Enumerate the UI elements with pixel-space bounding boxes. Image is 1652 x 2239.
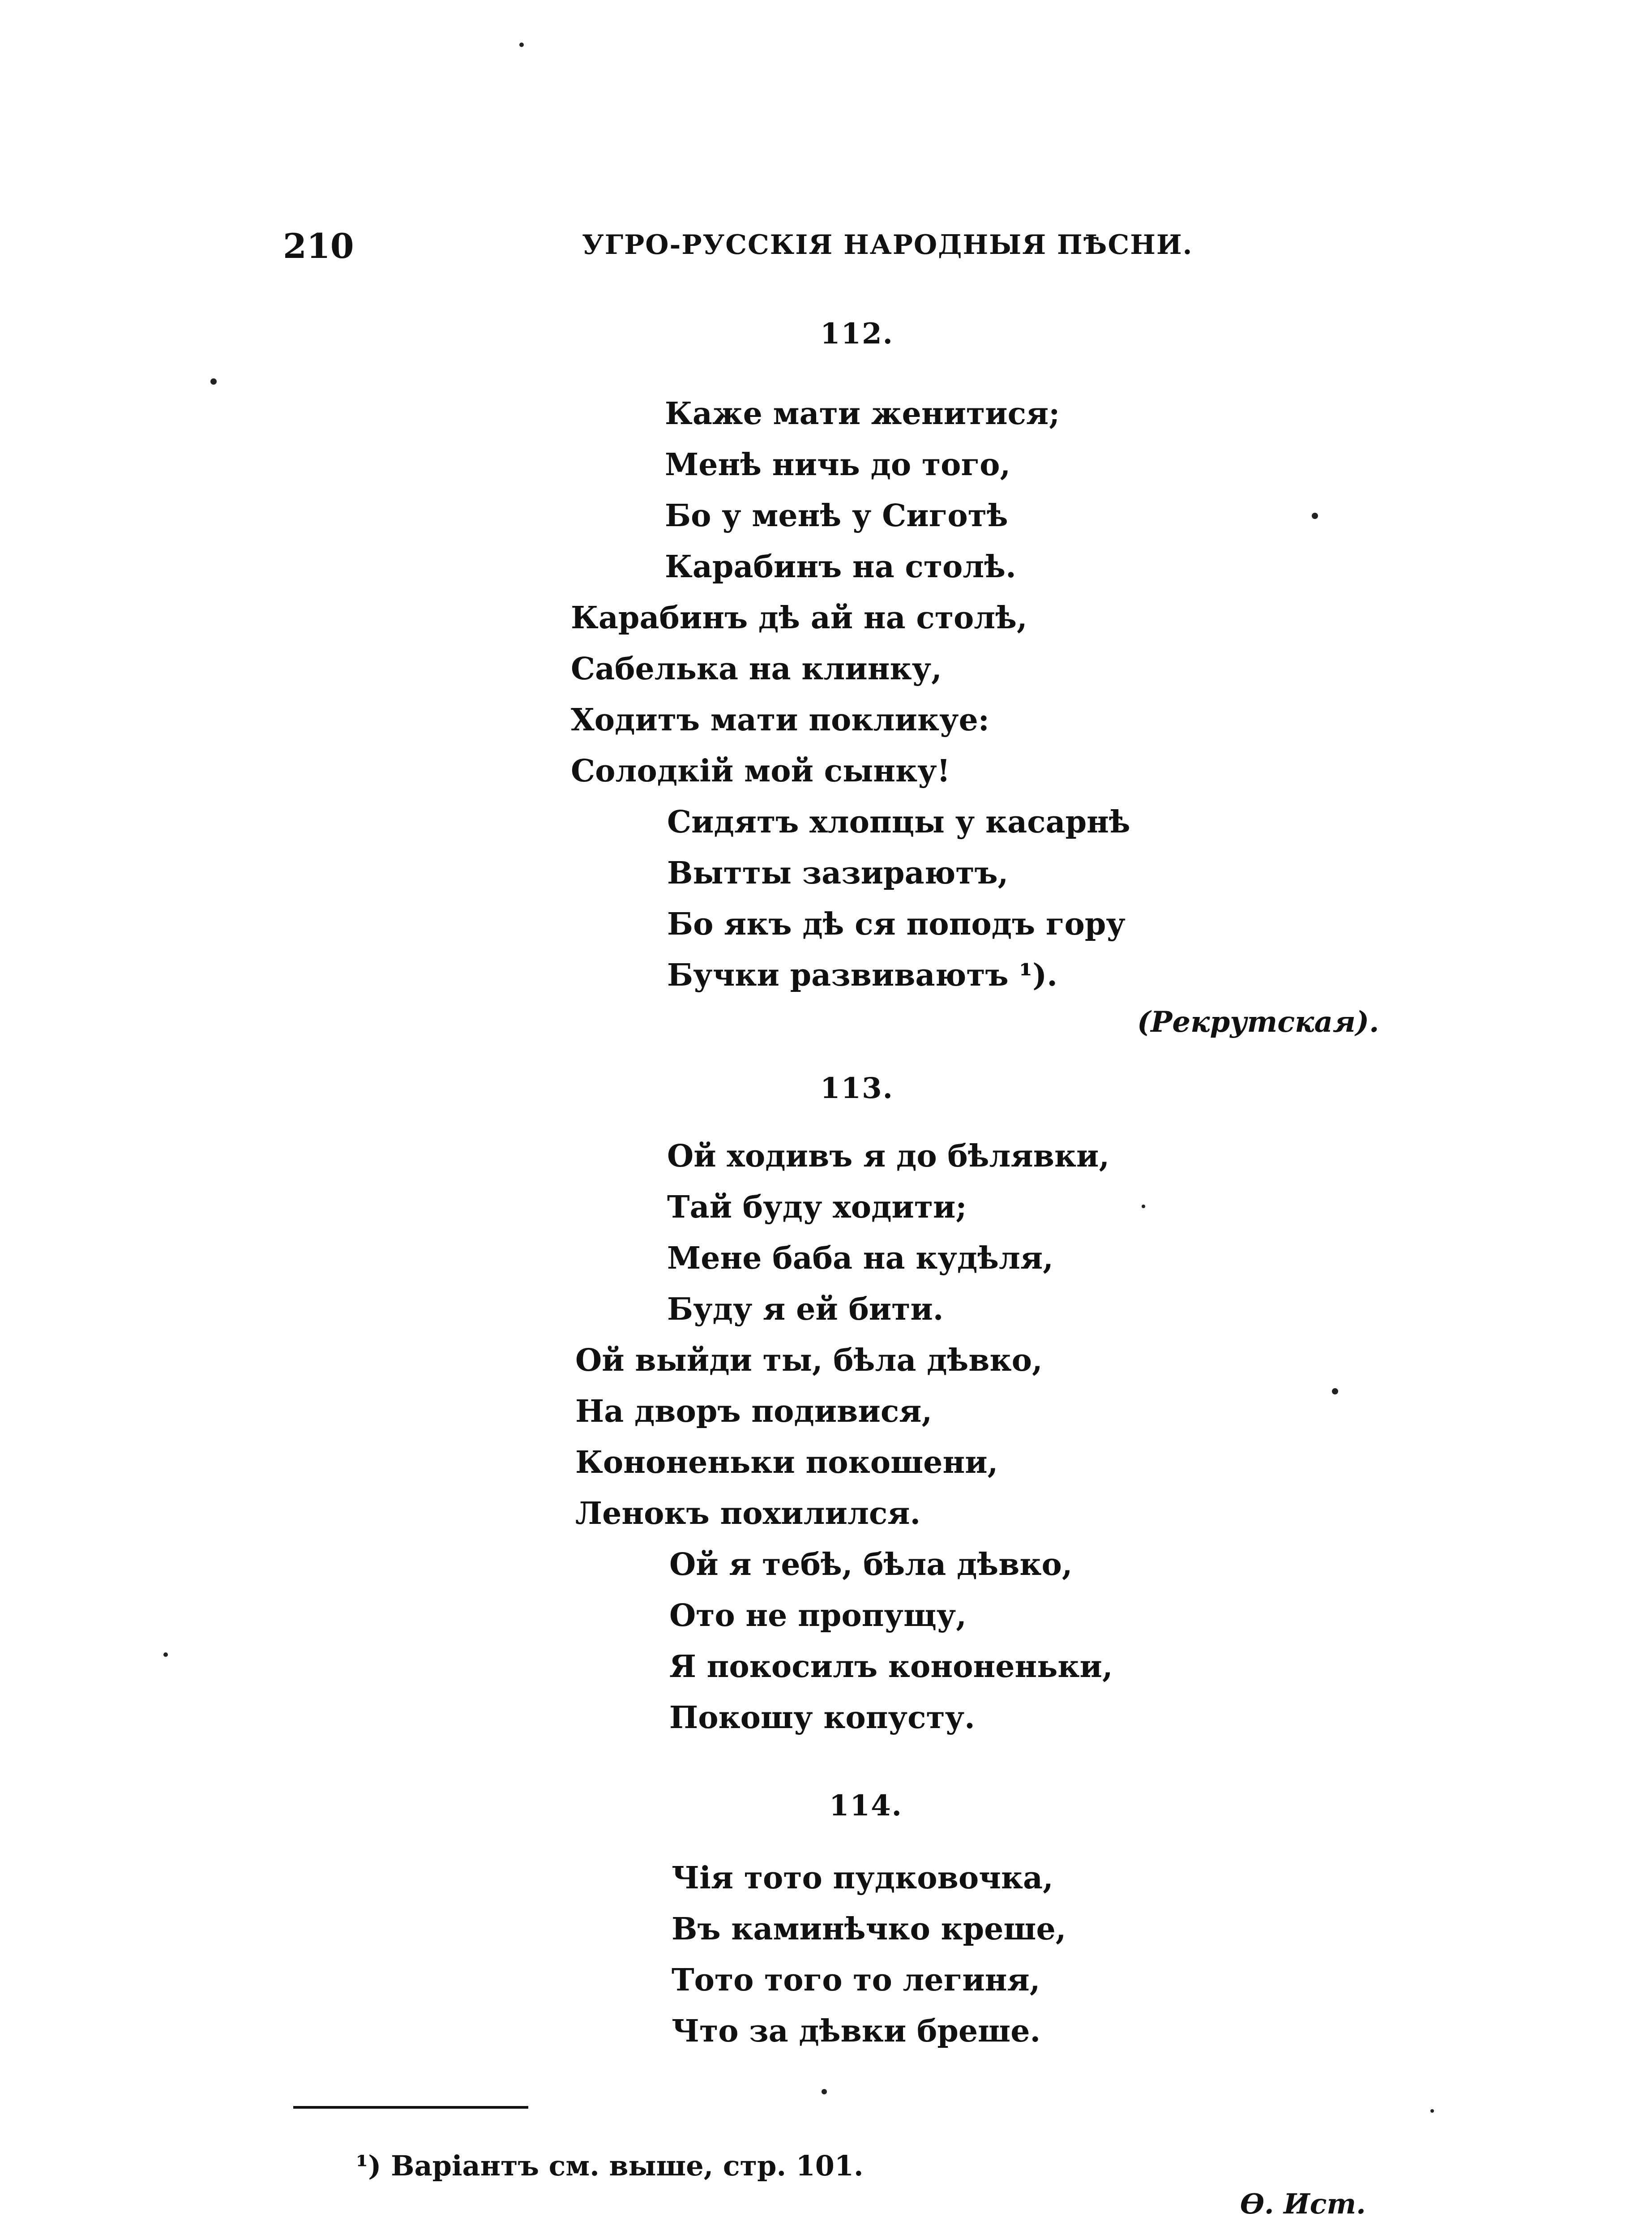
- scan-speck: [163, 1652, 168, 1657]
- song-number-113: 113.: [820, 1072, 894, 1105]
- verse-line: Буду я ей бити.: [667, 1291, 944, 1327]
- verse-line: Карабинъ дѣ ай на столѣ,: [571, 600, 1027, 636]
- signature: Ѳ. Ист.: [1240, 2188, 1366, 2220]
- scan-speck: [1312, 513, 1318, 519]
- verse-line: Кононеньки покошени,: [575, 1445, 998, 1480]
- verse-line: Ото не пропущу,: [669, 1598, 967, 1634]
- verse-line: Каже мати женитися;: [665, 396, 1060, 432]
- verse-line: Ой выйди ты, бѣла дѣвко,: [575, 1343, 1043, 1378]
- verse-line: Сидятъ хлопцы у касарнѣ: [667, 804, 1130, 840]
- page-number: 210: [283, 226, 354, 266]
- verse-line: Сабелька на клинку,: [571, 651, 942, 687]
- verse-line: Вытты зазираютъ,: [667, 855, 1009, 891]
- verse-line: Бо якъ дѣ ся поподъ гору: [667, 906, 1126, 942]
- song-number-114: 114.: [829, 1789, 903, 1823]
- verse-line: Тото того то легиня,: [672, 1962, 1040, 1998]
- verse-line: Бучки развиваютъ ¹).: [667, 957, 1057, 993]
- verse-line: Ой я тебѣ, бѣла дѣвко,: [669, 1547, 1073, 1583]
- verse-line: Бо у менѣ у Сиготѣ: [665, 498, 1008, 534]
- footnote: ¹) Варіантъ см. выше, стр. 101.: [356, 2149, 864, 2182]
- verse-line: Въ каминѣчко креше,: [672, 1911, 1066, 1947]
- scan-speck: [210, 378, 217, 385]
- verse-line: Карабинъ на столѣ.: [665, 549, 1016, 585]
- running-title: УГРО-РУССКІЯ НАРОДНЫЯ ПѢСНИ.: [582, 229, 1193, 261]
- scan-speck: [1142, 1205, 1145, 1208]
- scan-speck: [822, 2089, 827, 2094]
- verse-line: Тай буду ходити;: [667, 1189, 967, 1225]
- scan-speck: [519, 43, 524, 47]
- scan-speck: [1430, 2109, 1434, 2113]
- verse-line: Чія тото пудковочка,: [672, 1860, 1053, 1896]
- verse-line: Менѣ ничь до того,: [665, 447, 1011, 483]
- verse-line: На дворъ подивися,: [575, 1394, 933, 1429]
- song-number-112: 112.: [820, 317, 894, 351]
- verse-line: Ленокъ похилился.: [575, 1496, 921, 1531]
- verse-line: Покошу копусту.: [669, 1700, 975, 1736]
- footnote-rule: [293, 2106, 528, 2109]
- song-attribution: (Рекрутская).: [1137, 1005, 1379, 1039]
- verse-line: Ходитъ мати покликуе:: [571, 702, 989, 738]
- verse-line: Солодкій мой сынку!: [571, 753, 950, 789]
- scan-speck: [1332, 1388, 1338, 1394]
- verse-line: Что за дѣвки бреше.: [672, 2013, 1041, 2049]
- verse-line: Мене баба на кудѣля,: [667, 1240, 1053, 1276]
- verse-line: Я покосилъ кононеньки,: [669, 1649, 1113, 1685]
- verse-line: Ой ходивъ я до бѣлявки,: [667, 1138, 1110, 1174]
